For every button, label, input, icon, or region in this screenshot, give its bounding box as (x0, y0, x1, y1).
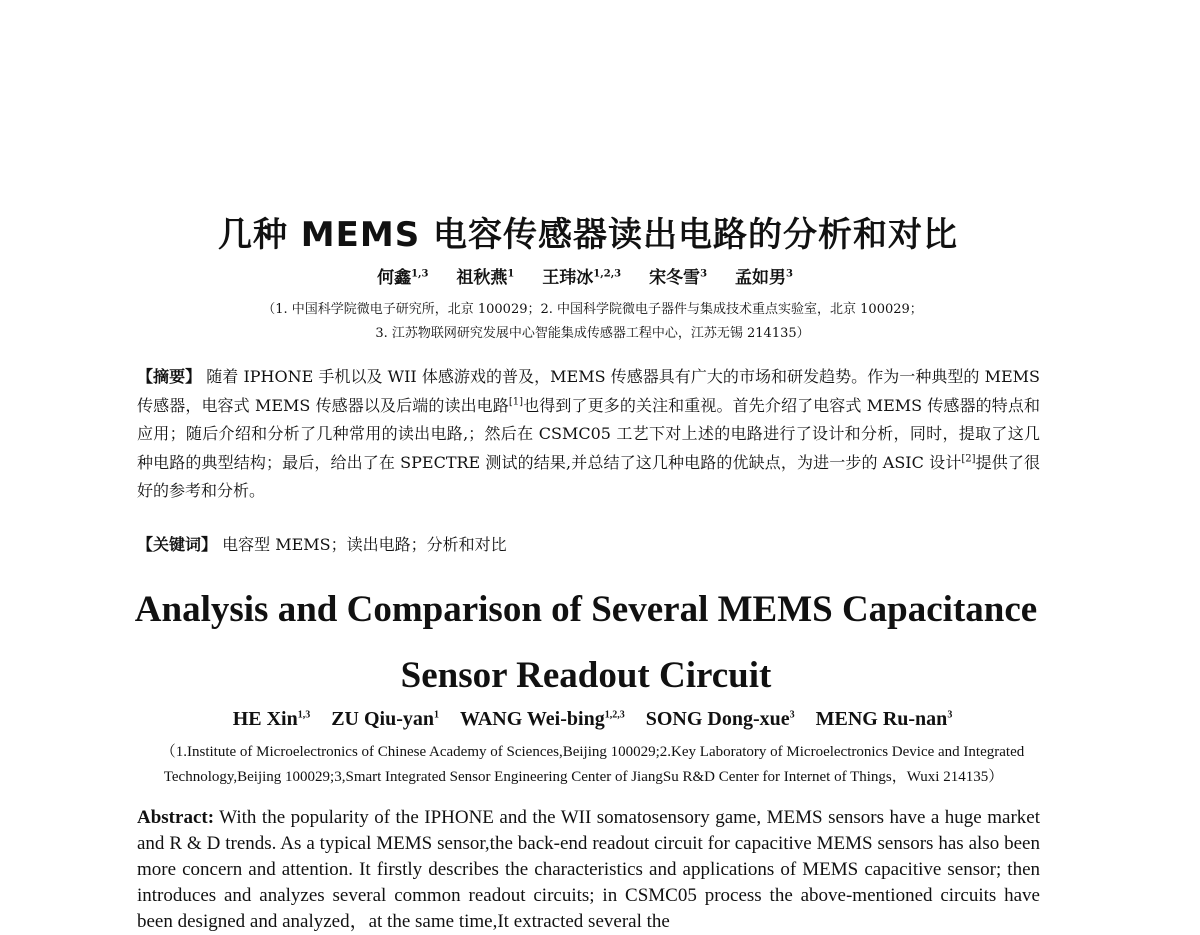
en-author-name: SONG Dong-xue (645, 708, 790, 730)
chinese-title: 几种 MEMS 电容传感器读出电路的分析和对比 (217, 215, 959, 255)
cn-author (456, 268, 514, 288)
chinese-affiliation-line-2: 3. 江苏物联网研究发展中心智能集成传感器工程中心，江苏无锡 214135） (375, 326, 810, 341)
chinese-abstract-text-2: 也得到了更多的关注和重视。首先介绍了电容式 MEMS 传感器的特点和应用；随后介绍和分析了几种常用的读出电路,；然后在 CSMC05 工艺下对上述的电路进行了设计和分析，同时，提取了这几种电路的典型结构；最后，给出了在 SPECTRE 测试的结果,并总结了这几种电路的优缺点，为进一步的 ASIC 设计 (137, 395, 1040, 472)
cn-author (377, 268, 428, 288)
english-abstract-text: With the popularity of the IPHONE and the WII somatosensory game, MEMS sensors have a huge market and R & D trends. As a typical MEMS sensor,the back-end readout circuit for capacitive MEMS sensors has also been more concern and attention. It firstly describes the characteristics and applications of MEMS capacitive sensor; then introduces and analyzes several common readout circuits; in CSMC05 process the above-mentioned circuits have been designed and analyzed，at the same time,It extracted several the (137, 807, 1040, 932)
cn-author (649, 268, 707, 288)
en-author-affil: 3 (947, 709, 953, 721)
english-affiliation-line-2: Technology,Beijing 100029;3,Smart Integrated Sensor Engineering Center of JiangSu R&D Center for Internet of Things，Wuxi 214135） (163, 769, 1004, 785)
english-affiliation-line-1: （1.Institute of Microelectronics of Chinese Academy of Sciences,Beijing 100029;2.Key Laboratory of Microelectronics Device and Integrated (160, 744, 1025, 760)
en-author-name: ZU Qiu-yan (331, 708, 435, 730)
english-title-line-1: Analysis and Comparison of Several MEMS Capacitance (134, 589, 1038, 630)
en-author-name: MENG Ru-nan (815, 708, 948, 730)
en-author-affil: 1 (434, 709, 440, 721)
cn-author-name: 宋冬雪 (649, 268, 701, 288)
cn-author-name: 孟如男 (734, 268, 786, 288)
chinese-authors (0, 263, 1170, 288)
cn-author-affil: 1,2,3 (593, 268, 622, 280)
english-authors (0, 708, 1185, 731)
chinese-abstract-label: 【摘要】 (137, 367, 202, 386)
chinese-abstract-text-3: 提供了很好的参考和分析。 (137, 452, 1040, 500)
en-author (646, 708, 795, 730)
cn-author-affil: 3 (785, 268, 793, 280)
english-abstract-label: Abstract: (137, 807, 215, 828)
chinese-abstract (137, 363, 1040, 506)
en-author-name: WANG Wei-bing (460, 708, 605, 730)
en-author-affil: 1,2,3 (604, 709, 625, 721)
cn-author (735, 268, 793, 288)
cn-author-name: 祖秋燕 (456, 268, 508, 288)
chinese-keywords (137, 531, 1040, 559)
en-author (233, 708, 311, 730)
english-title-line-2: Sensor Readout Circuit (400, 655, 772, 696)
en-author-affil: 1,3 (297, 709, 311, 721)
cn-author-name: 何鑫 (377, 268, 412, 288)
en-author (460, 708, 625, 730)
cn-author-name: 王玮冰 (542, 268, 594, 288)
chinese-keywords-label: 【关键词】 (137, 535, 218, 554)
chinese-abstract-text-1: 随着 IPHONE 手机以及 WII 体感游戏的普及，MEMS 传感器具有广大的市场和研发趋势。作为一种典型的 MEMS 传感器，电容式 MEMS 传感器以及后端的读出电路 (137, 367, 1040, 415)
english-abstract (137, 805, 1040, 935)
en-author (816, 708, 953, 730)
en-author-affil: 3 (789, 709, 795, 721)
chinese-affiliation-line-1: （1. 中国科学院微电子研究所，北京 100029；2. 中国科学院微电子器件与集成技术重点实验室，北京 100029； (262, 302, 923, 317)
cn-author-affil: 3 (700, 268, 708, 280)
chinese-keywords-text: 电容型 MEMS；读出电路；分析和对比 (217, 535, 507, 554)
en-author-name: HE Xin (232, 708, 298, 730)
citation-1[interactable]: [1] (508, 396, 524, 408)
cn-author-affil: 1,3 (411, 268, 429, 280)
citation-2[interactable]: [2] (961, 453, 976, 465)
en-author (331, 708, 439, 730)
cn-author-affil: 1 (507, 268, 515, 280)
cn-author (542, 268, 621, 288)
